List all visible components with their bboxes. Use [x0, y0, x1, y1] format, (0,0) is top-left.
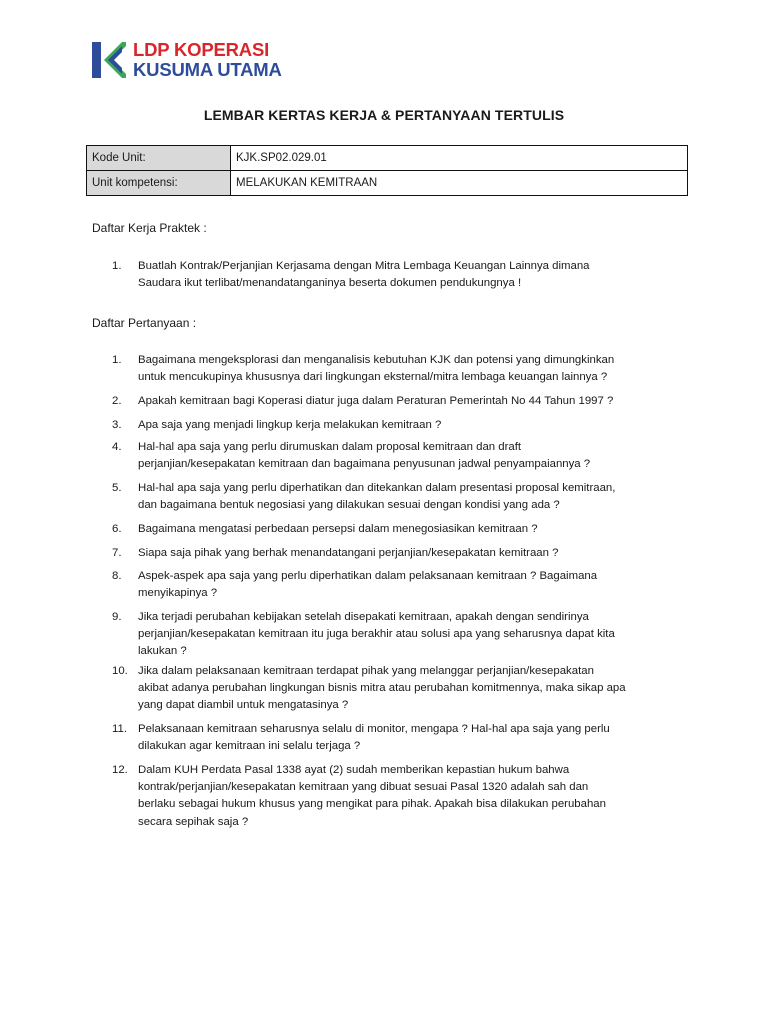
item-line: Apa saja yang menjadi lingkup kerja melakukan kemitraan ? — [138, 419, 442, 431]
list-item — [92, 521, 738, 538]
item-line: Siapa saja pihak yang berhak menandatangani perjanjian/kesepakatan kemitraan ? — [138, 547, 559, 559]
item-number: 1. — [112, 354, 122, 366]
item-line: secara sepihak saja ? — [138, 815, 249, 828]
list-item — [92, 609, 738, 661]
logo-line-1: LDP KOPERASI — [133, 39, 270, 60]
list-item — [92, 393, 738, 410]
item-line: berlaku sebagai hukum khusus yang mengikat para pihak. Apakah bisa dilakukan perubahan — [138, 798, 606, 811]
item-number: 3. — [112, 419, 122, 431]
item-line: dan bagaimana bentuk negosiasi yang dilakukan sesuai dengan kondisi yang ada ? — [138, 499, 560, 512]
item-line: Dalam KUH Perdata Pasal 1338 ayat (2) sudah memberikan kepastian hukum bahwa — [138, 764, 570, 776]
item-number: 10. — [112, 665, 128, 677]
item-line: dilakukan agar kemitraan ini selalu terjaga ? — [138, 740, 361, 753]
list-item — [92, 721, 738, 755]
item-line: Jika terjadi perubahan kebijakan setelah disepakati kemitraan, apakah dengan sendirinya — [138, 611, 589, 623]
item-number: 11. — [112, 723, 127, 735]
item-number: 4. — [112, 441, 122, 453]
item-line: akibat adanya perubahan lingkungan bisnis mitra atau perubahan komitmennya, maka sikap apa — [138, 682, 626, 695]
item-number: 7. — [112, 547, 122, 559]
unit-code-value: KJK.SP02.029.01 — [231, 146, 688, 171]
practice-heading: Daftar Kerja Praktek : — [92, 221, 207, 235]
item-number: 6. — [112, 523, 122, 535]
logo-mark-icon — [92, 42, 126, 78]
list-item — [92, 417, 738, 434]
unit-competency-label: Unit kompetensi: — [87, 171, 231, 196]
table-row — [87, 171, 688, 196]
item-number: 5. — [112, 482, 122, 494]
item-line: Jika dalam pelaksanaan kemitraan terdapat pihak yang melanggar perjanjian/kesepakatan — [138, 665, 594, 677]
item-line: Apakah kemitraan bagi Koperasi diatur juga dalam Peraturan Pemerintah No 44 Tahun 1997 ? — [138, 395, 614, 407]
item-line: perjanjian/kesepakatan kemitraan itu juga berakhir atau solusi apa yang seharusnya dapat kita — [138, 628, 615, 641]
unit-table — [86, 145, 688, 196]
practice-list — [92, 258, 692, 292]
item-number: 1. — [112, 260, 122, 272]
list-item — [92, 480, 738, 514]
unit-code-label: Kode Unit: — [87, 146, 231, 171]
item-line: Hal-hal apa saja yang perlu dirumuskan dalam proposal kemitraan dan draft — [138, 441, 522, 453]
item-number: 12. — [112, 764, 128, 776]
item-line: Hal-hal apa saja yang perlu diperhatikan dan ditekankan dalam presentasi proposal kemitraan, — [138, 482, 616, 494]
list-item — [92, 439, 738, 473]
item-line: menyikapinya ? — [138, 587, 218, 600]
questions-heading: Daftar Pertanyaan : — [92, 316, 197, 330]
item-number: 9. — [112, 611, 122, 623]
item-line: Buatlah Kontrak/Perjanjian Kerjasama dengan Mitra Lembaga Keuangan Lainnya dimana — [138, 260, 590, 272]
list-item — [92, 762, 738, 831]
list-item — [92, 568, 738, 602]
page-title: LEMBAR KERTAS KERJA & PERTANYAAN TERTULIS — [203, 107, 565, 123]
item-line: Aspek-aspek apa saja yang perlu diperhatikan dalam pelaksanaan kemitraan ? Bagaimana — [138, 570, 598, 582]
item-line: perjanjian/kesepakatan kemitraan dan bagaimana penyusunan jadwal penyampaiannya ? — [138, 458, 591, 471]
item-line: Pelaksanaan kemitraan seharusnya selalu di monitor, mengapa ? Hal-hal apa saja yang perlu — [138, 723, 610, 735]
table-row — [87, 146, 688, 171]
list-item — [92, 663, 738, 715]
item-number: 2. — [112, 395, 122, 407]
unit-competency-value: MELAKUKAN KEMITRAAN — [231, 171, 688, 196]
item-line: kontrak/perjanjian/kesepakatan kemitraan yang dibuat sesuai Pasal 1320 adalah sah dan — [138, 781, 589, 794]
logo-line-2: KUSUMA UTAMA — [133, 58, 282, 80]
list-item — [92, 352, 738, 386]
item-number: 8. — [112, 570, 122, 582]
item-line: Saudara ikut terlibat/menandatanganinya beserta dokumen pendukungnya ! — [138, 277, 522, 290]
item-line: Bagaimana mengatasi perbedaan persepsi dalam menegosiasikan kemitraan ? — [138, 523, 538, 535]
item-line: yang dapat diambil untuk mengatasinya ? — [138, 699, 349, 712]
logo — [92, 39, 282, 80]
list-item — [92, 258, 692, 292]
list-item — [92, 545, 738, 562]
item-line: lakukan ? — [138, 645, 187, 658]
item-line: untuk mencukupinya khususnya dari lingkungan eksternal/mitra lembaga keuangan lainnya ? — [138, 371, 608, 384]
item-line: Bagaimana mengeksplorasi dan menganalisis kebutuhan KJK dan potensi yang dimungkinkan — [138, 354, 615, 366]
